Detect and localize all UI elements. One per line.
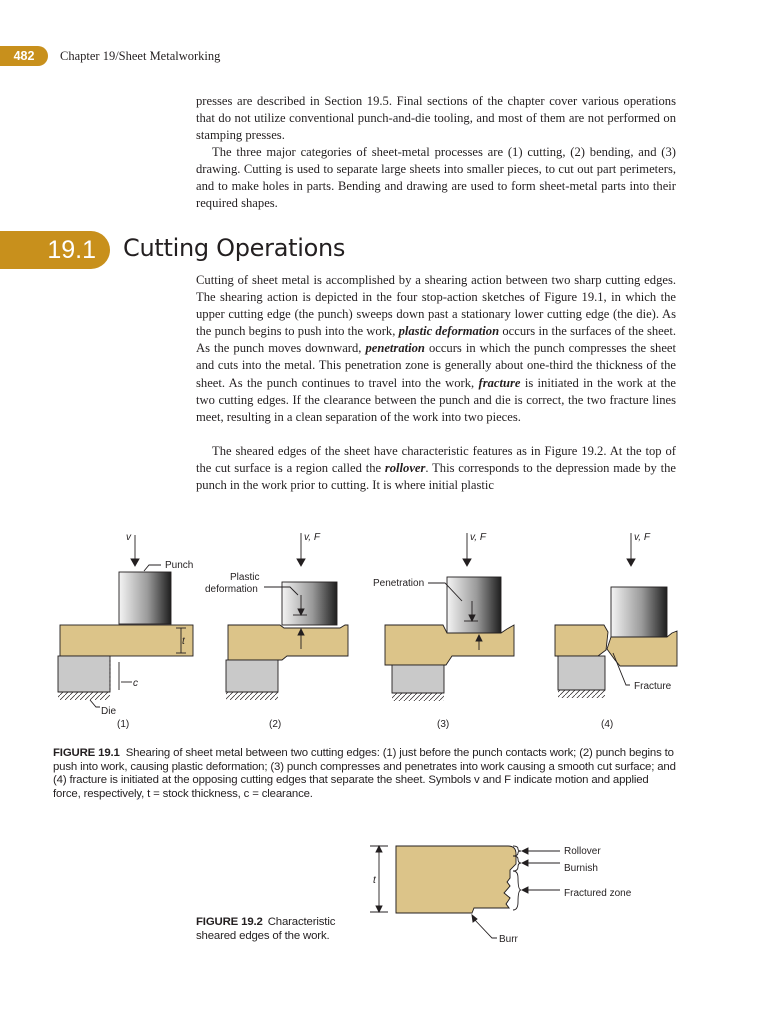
figure-19-1-caption: FIGURE 19.1 Shearing of sheet metal between two cutting edges: (1) just before the punch contacts work; (2) punch begins to push into work, causing plastic deformation; (3) punch compresses and penetrates into work causing a smooth cut surface; and (4) fracture is initiated at the opposing cutting edges that separate the sheet. Symbols v and F indicate motion and applied force, respectively, t = stock thickness, c = clearance. bbox=[53, 747, 676, 800]
key-term: penetration bbox=[365, 341, 425, 356]
text-run: . This corresponds to the depression made by the punch in the work prior to cutting. It is where initial plastic bbox=[196, 461, 676, 493]
label-step-1: (1) bbox=[117, 719, 130, 730]
figure-19-2-caption: FIGURE 19.2 Characteristic sheared edges of the work. bbox=[196, 916, 336, 942]
label-punch: Punch bbox=[165, 560, 194, 571]
label-velocity-force-2: v, F bbox=[304, 532, 320, 543]
text-run: Cutting of sheet metal is accomplished by a shearing action between two sharp cutting edges. The shearing action is depicted in the four stop-action sketches of Figure 19.1, in which the upper cutting edge (the punch) sweeps down past a stationary lower cutting edge (the die). As the punch begins to push into the work, bbox=[196, 273, 676, 339]
label-die: Die bbox=[101, 706, 117, 717]
intro-paragraph-1: presses are described in Section 19.5. Final sections of the chapter cover various operations that do not utilize conventional punch-and-die tooling, and most of them are not performed on stamping presses. bbox=[196, 94, 676, 143]
section-paragraph-2 bbox=[196, 443, 676, 494]
key-term: fracture bbox=[478, 375, 521, 390]
label-rollover: Rollover bbox=[564, 846, 601, 857]
section-number-badge: 19.1 bbox=[0, 231, 110, 269]
intro-paragraph-2: The three major categories of sheet-metal processes are (1) cutting, (2) bending, and (3) drawing. Cutting is used to separate large sheets into smaller pieces, to cut out part perimeters, and to make holes in parts. Bending and drawing are used to form sheet-metal parts into their required shapes. bbox=[196, 145, 676, 211]
figure-19-1-diagram bbox=[50, 525, 690, 730]
label-velocity: v bbox=[126, 532, 131, 543]
key-term: plastic deformation bbox=[398, 324, 500, 339]
text-run: The sheared edges of the sheet have characteristic features as in Figure 19.2. At the top of the cut surface is a region called the bbox=[196, 444, 676, 476]
label-deformation: deformation bbox=[205, 584, 258, 595]
label-burnish: Burnish bbox=[564, 863, 598, 874]
label-clearance: c bbox=[133, 678, 138, 689]
label-step-3: (3) bbox=[437, 719, 450, 730]
label-velocity-force-3: v, F bbox=[470, 532, 486, 543]
label-velocity-force-4: v, F bbox=[634, 532, 650, 543]
label-step-2: (2) bbox=[269, 719, 282, 730]
key-term: rollover bbox=[384, 461, 426, 476]
label-burr: Burr bbox=[499, 934, 518, 945]
label-thickness-2: t bbox=[373, 875, 376, 886]
text-run: occurs in which the punch compresses the sheet and cuts into the metal. This penetration zone is generally about one-third the thickness of the sheet. As the punch continues to travel into the work, bbox=[196, 341, 677, 390]
figure-19-2-diagram bbox=[360, 838, 660, 953]
text-run: is initiated in the work at the two cutting edges. If the clearance between the punch and die is correct, the two fracture lines meet, resulting in a clean separation of the work into two pieces. bbox=[196, 375, 676, 424]
label-penetration: Penetration bbox=[373, 578, 425, 589]
label-thickness: t bbox=[182, 636, 185, 647]
label-plastic: Plastic bbox=[230, 572, 260, 583]
section-title: Cutting Operations bbox=[123, 234, 346, 262]
label-step-4: (4) bbox=[601, 719, 614, 730]
label-fracture: Fracture bbox=[634, 681, 672, 692]
section-paragraph-1 bbox=[196, 272, 676, 426]
running-head: Chapter 19/Sheet Metalworking bbox=[60, 49, 221, 63]
label-fractured-zone: Fractured zone bbox=[564, 888, 632, 899]
text-run: occurs in the surfaces of the sheet. As the punch moves downward, bbox=[196, 324, 677, 356]
page-number: 482 bbox=[0, 46, 48, 66]
